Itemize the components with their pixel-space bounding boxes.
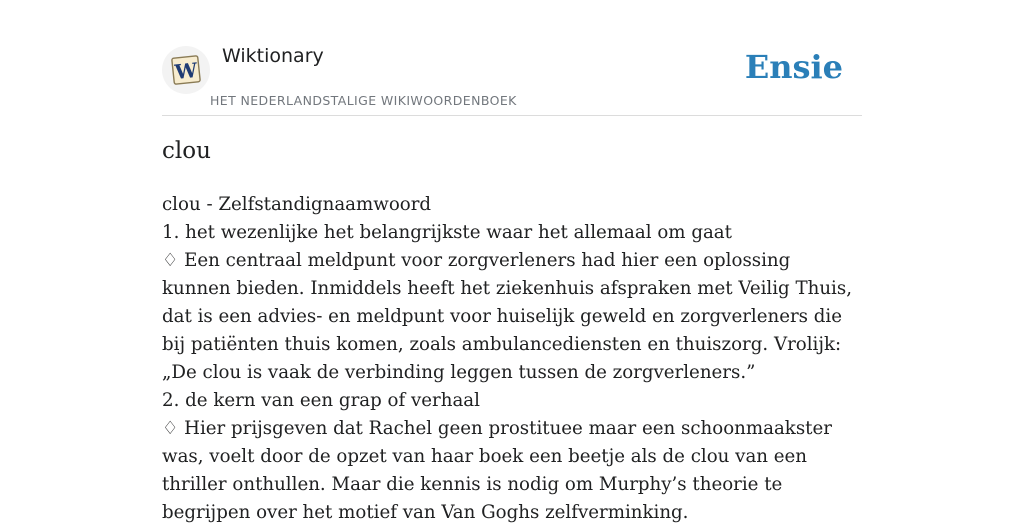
page-title: clou (162, 138, 211, 164)
header (162, 0, 862, 116)
site-name[interactable]: Wiktionary (222, 45, 324, 67)
definition-heading: clou - Zelfstandignaamwoord (162, 194, 432, 215)
wiktionary-logo-icon[interactable] (162, 46, 210, 94)
site-tagline: HET NEDERLANDSTALIGE WIKIWOORDENBOEK (210, 93, 517, 108)
page (162, 0, 862, 523)
sense-definition: 2. de kern van een grap of verhaal (162, 390, 480, 411)
sense-example: ♢ Een centraal meldpunt voor zorgverleners had hier een oplossing kunnen bieden. Inmiddels heeft het ziekenhuis afspraken met Veilig Thuis, dat is een advies- en meldpunt voor huiselijk geweld en zorgverleners die bij patiënten thuis komen, zoals ambulancediensten en thuiszorg. Vrolijk: „De clou is vaak de verbinding leggen tussen de zorgverleners.” (162, 250, 852, 383)
ensie-brand[interactable]: Ensie (744, 48, 843, 86)
sense-definition: 1. het wezenlijke het belangrijkste waar het allemaal om gaat (162, 222, 732, 243)
sense-example: ♢ Hier prijsgeven dat Rachel geen prostituee maar een schoonmaakster was, voelt door de opzet van haar boek een beetje als de clou van een thriller onthullen. Maar die kennis is nodig om Murphy’s theorie te begrijpen over het motief van Van Goghs zelfverminking. (162, 418, 832, 523)
logo-tile-graphic (168, 52, 204, 88)
logo-letter: W (173, 57, 199, 85)
entry-content (162, 191, 862, 527)
